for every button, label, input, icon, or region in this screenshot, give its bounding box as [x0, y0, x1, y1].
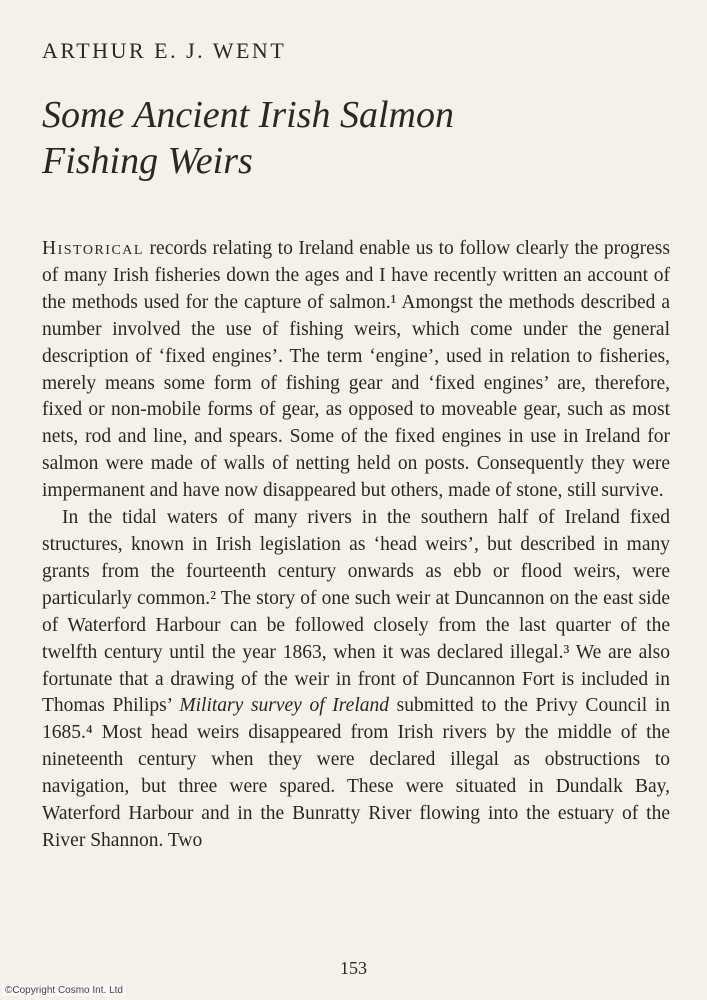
article-title	[42, 92, 602, 184]
title-line-2: Fishing Weirs	[42, 140, 253, 182]
paragraph-2-text-a: In the tidal waters of many rivers in the southern half of Ireland fixed structures, known in Irish legislation as ‘head weirs’, but described in many grants from the fourteenth century onwards as ebb or flood weirs, were particularly common.² The story of one such weir at Duncannon on the east side of Waterford Harbour can be followed closely from the last quarter of the twelfth century until the year 1863, when it was declared illegal.³ We are also fortunate that a drawing of the weir in front of Duncannon Fort is included in Thomas Philips’	[42, 507, 670, 717]
paragraph-2	[42, 505, 670, 855]
paragraph-2-text-b: submitted to the Privy Council in 1685.⁴ Most head weirs disappeared from Irish rivers by the middle of the nineteenth century when they were declared illegal as obstructions to navigation, but three were spared. These were situated in Dundalk Bay, Waterford Harbour and in the Bunratty River flowing into the estuary of the River Shannon. Two	[42, 695, 671, 851]
paragraph-1	[42, 236, 670, 505]
page-number: 153	[340, 958, 367, 978]
article-body	[42, 236, 670, 855]
paragraph-2-italic-title: Military survey of Ireland	[179, 695, 389, 717]
copyright-watermark: ©Copyright Cosmo Int. Ltd	[2, 985, 126, 996]
paragraph-1-lead: Historical	[42, 238, 144, 259]
title-line-1: Some Ancient Irish Salmon	[42, 94, 454, 136]
author-name: ARTHUR E. J. WENT	[42, 38, 287, 63]
paragraph-1-text: records relating to Ireland enable us to follow clearly the progress of many Irish fisheries down the ages and I have recently written an account of the methods used for the capture of salmon.¹ Amongst the methods described a number involved the use of fishing weirs, which come under the general description of ‘fixed engines’. The term ‘engine’, used in relation to fisheries, merely means some form of fishing gear and ‘fixed engines’ are, therefore, fixed or non-mobile forms of gear, as opposed to moveable gear, such as most nets, rod and line, and spears. Some of the fixed engines in use in Ireland for salmon were made of walls of netting held on posts. Consequently they were impermanent and have now disappeared but others, made of stone, still survive.	[42, 238, 670, 502]
